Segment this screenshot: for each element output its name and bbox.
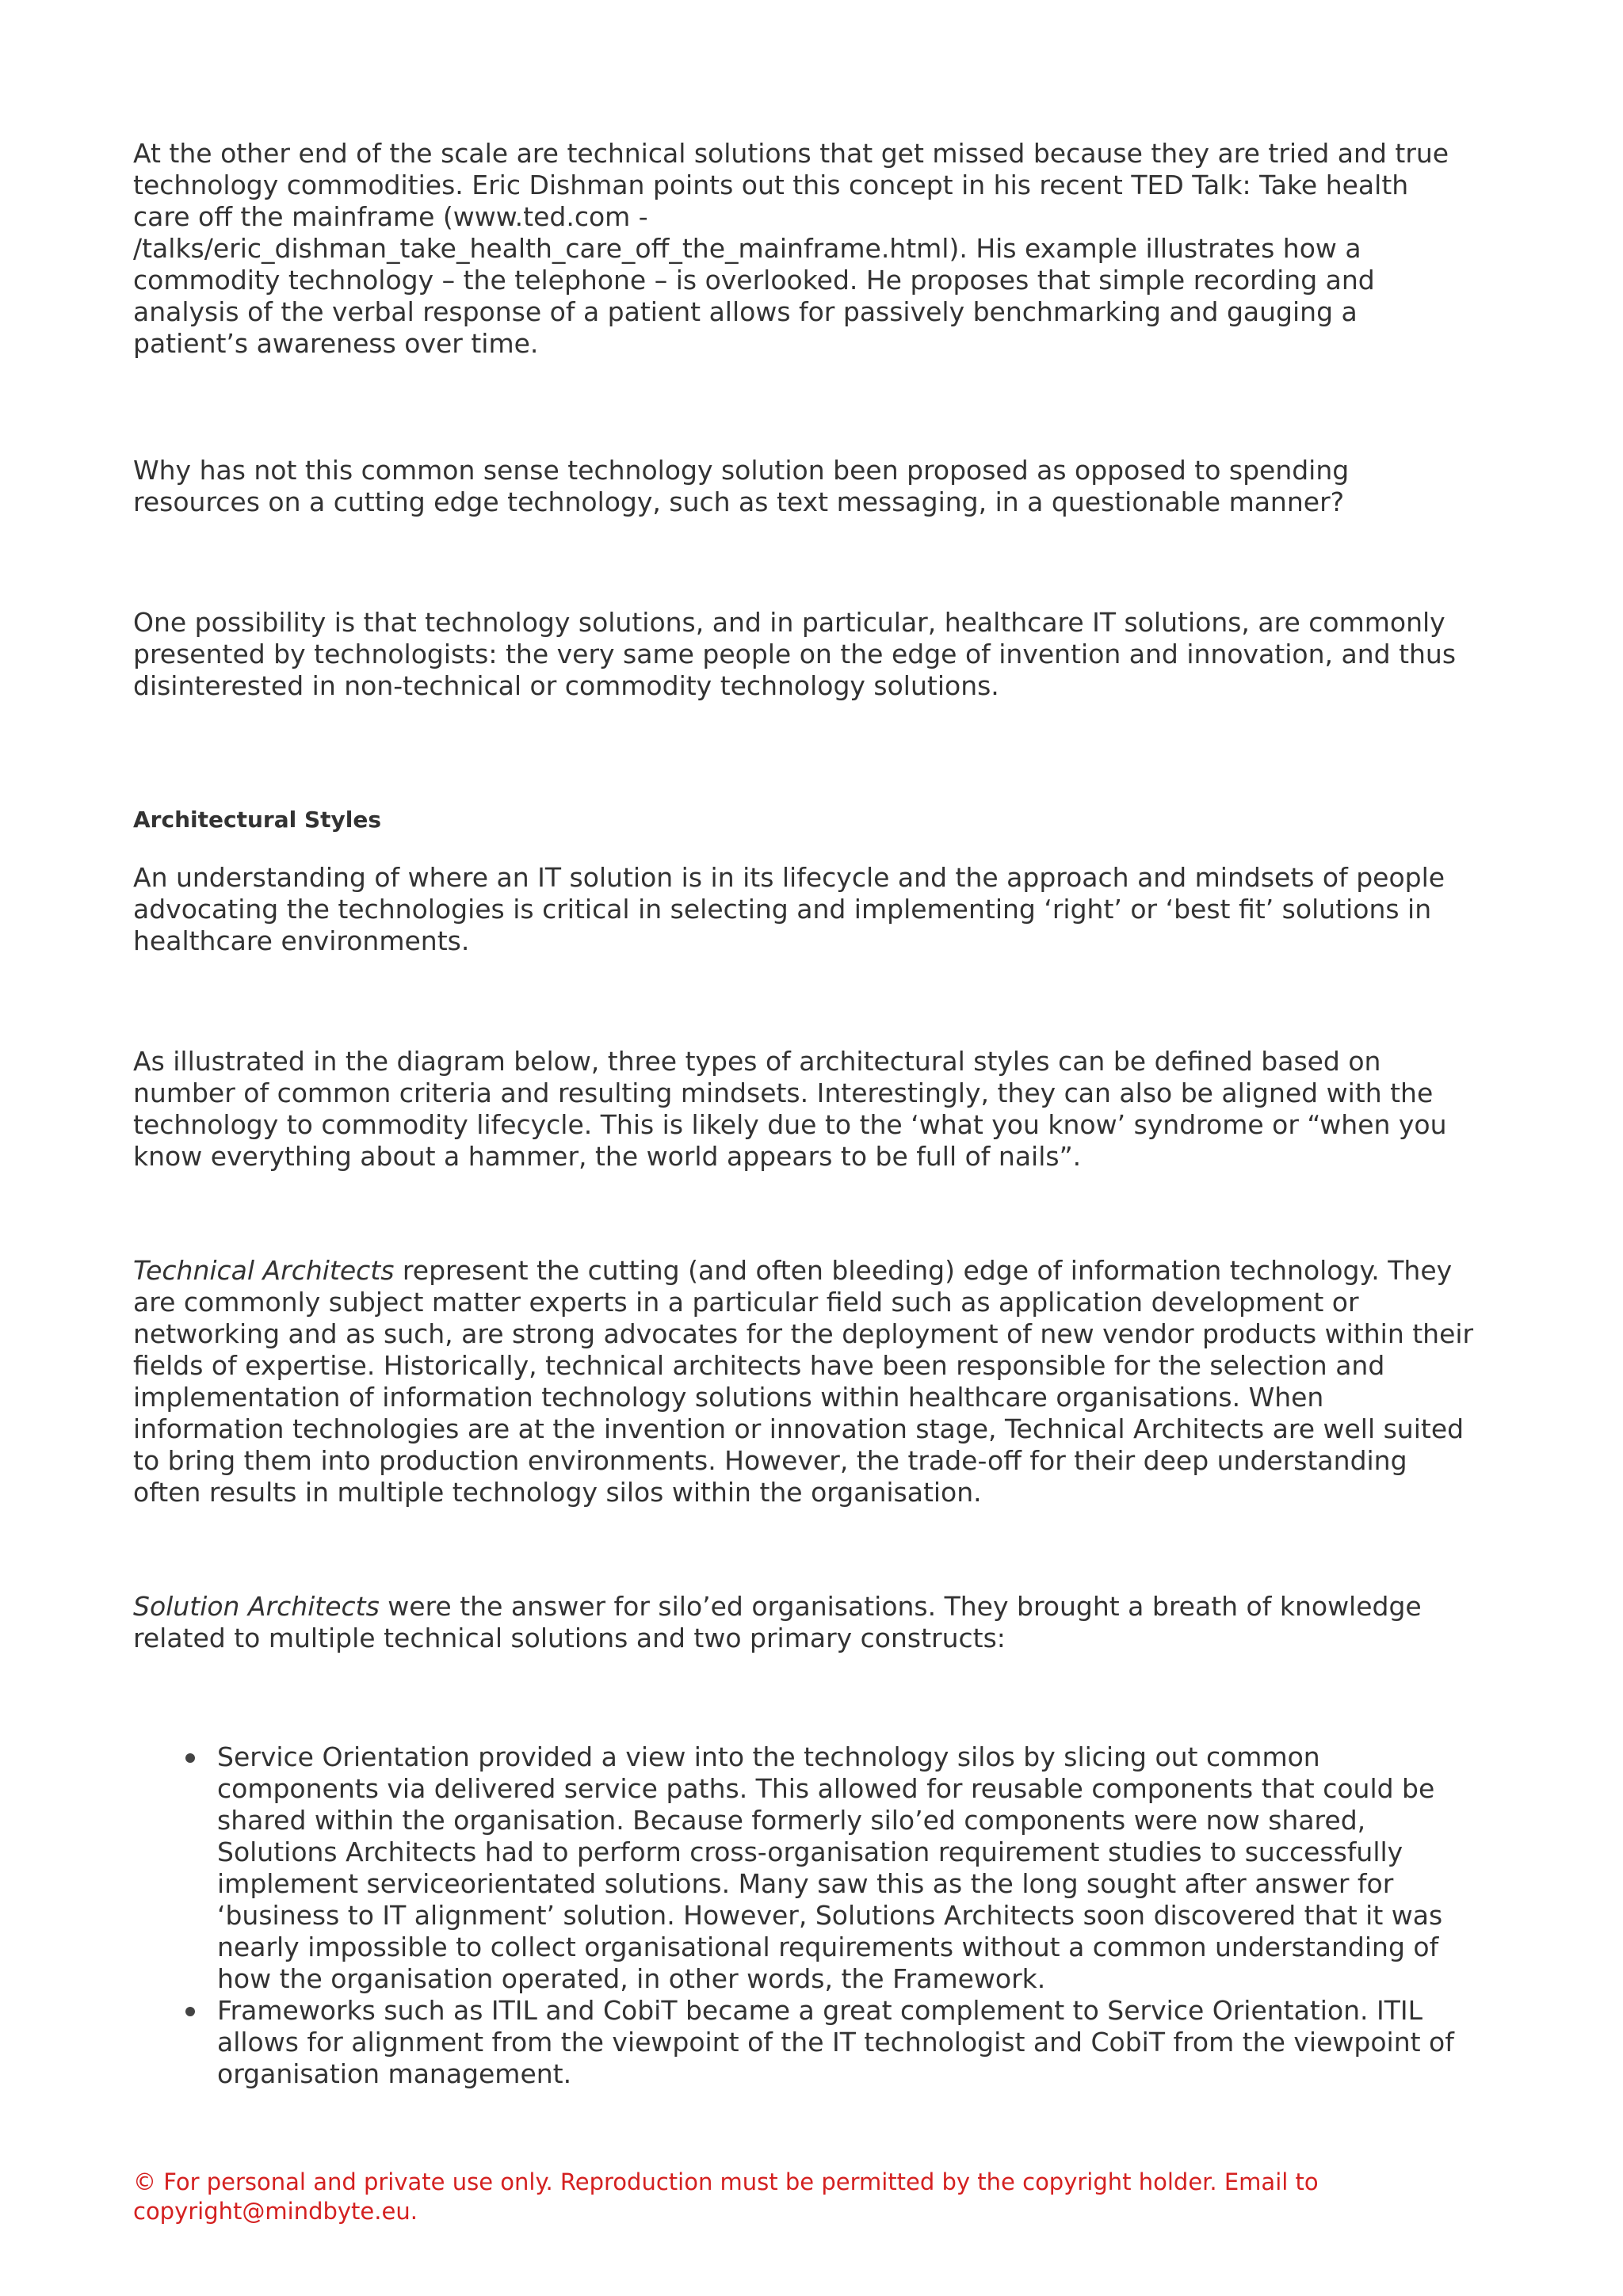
paragraph-question: Why has not this common sense technology solution been proposed as opposed to spending resources on a cutting edge technology, such as text messaging, in a questionable manner?	[133, 455, 1350, 517]
paragraph-technical-architects	[133, 1255, 1496, 1508]
section-heading: Architectural Styles	[133, 807, 382, 833]
copyright-footer: © For personal and private use only. Reproduction must be permitted by the copyright holder. Email to copyright@mindbyte.eu.	[133, 2168, 1319, 2225]
constructs-list	[133, 1741, 1496, 2090]
term-solution-architects: Solution Architects	[133, 1591, 380, 1622]
paragraph-diagram-intro: As illustrated in the diagram below, three types of architectural styles can be defined based on number of common criteria and resulting mindsets. Interestingly, they can also be aligned with the technology to commodity lifecycle. This is likely due to the ‘what you know’ syndrome or “when you know everything about a hammer, the world appears to be full of nails”.	[133, 1046, 1447, 1172]
list-item	[133, 1995, 1496, 2090]
bullet-icon	[185, 1753, 195, 1763]
list-item-text: Frameworks such as ITIL and CobiT became a great complement to Service Orientation. ITIL allows for alignment from the viewpoint of the IT technologist and CobiT from the viewpoint of organisation management.	[217, 1995, 1454, 2089]
list-item-text: Service Orientation provided a view into the technology silos by slicing out common components via delivered service paths. This allowed for reusable components that could be shared within the organisation. Because formerly silo’ed components were now shared, Solutions Architects had to perform cross-organisation requirement studies to successfully implement serviceorientated solutions. Many saw this as the long sought after answer for ‘business to IT alignment’ solution. However, Solutions Architects soon discovered that it was nearly impossible to collect organisational requirements without a common understanding of how the organisation operated, in other words, the Framework.	[217, 1741, 1443, 1994]
technical-architects-text: represent the cutting (and often bleeding) edge of information technology. They are commonly subject matter experts in a particular field such as application development or networking and as such, are strong advocates for the deployment of new vendor products within their fields of expertise. Historically, technical architects have been responsible for the selection and implementation of information technology solutions within healthcare organisations. When information technologies are at the invention or innovation stage, Technical Architects are well suited to bring them into production environments. However, the trade-off for their deep understanding often results in multiple technology silos within the organisation.	[133, 1255, 1474, 1508]
bullet-icon	[185, 2007, 195, 2016]
paragraph-dishman: At the other end of the scale are technical solutions that get missed because they are tried and true technology commodities. Eric Dishman points out this concept in his recent TED Talk: Take health care off the mainframe (www.ted.com - /talks/eric_dishman_take_health_care_off_the_mainframe.html). His example illustrates how a commodity technology – the telephone – is overlooked. He proposes that simple recording and analysis of the verbal response of a patient allows for passively benchmarking and gauging a patient’s awareness over time.	[133, 138, 1449, 359]
term-technical-architects: Technical Architects	[133, 1255, 395, 1286]
paragraph-solution-architects	[133, 1591, 1496, 1654]
list-item	[133, 1741, 1496, 1995]
paragraph-possibility: One possibility is that technology solutions, and in particular, healthcare IT solutions, are commonly presented by technologists: the very same people on the edge of invention and innovation, and thus disinterested in non-technical or commodity technology solutions.	[133, 607, 1457, 701]
document-body	[133, 138, 1496, 2090]
paragraph-understanding: An understanding of where an IT solution is in its lifecycle and the approach and mindsets of people advocating the technologies is critical in selecting and implementing ‘right’ or ‘best fit’ solutions in healthcare environments.	[133, 862, 1445, 956]
solution-architects-text: were the answer for silo’ed organisations. They brought a breath of knowledge related to multiple technical solutions and two primary constructs:	[133, 1591, 1422, 1653]
